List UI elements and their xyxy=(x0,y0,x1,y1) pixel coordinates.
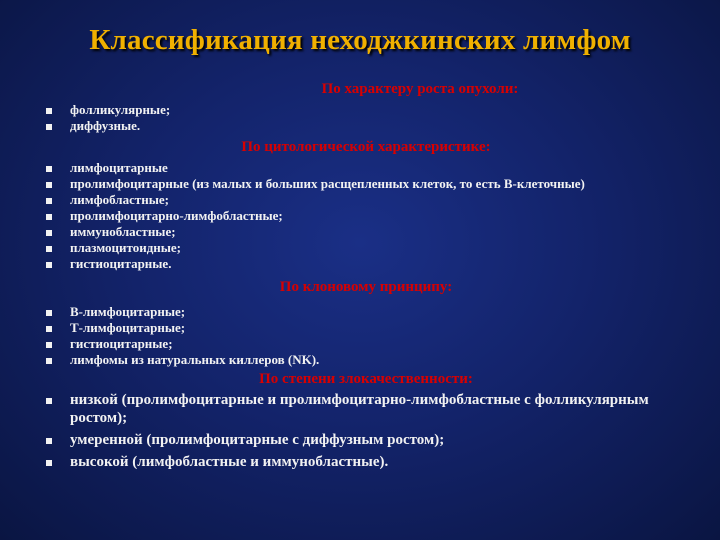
bullet-icon xyxy=(46,438,52,444)
list-item: высокой (лимфобластные и иммунобластные). xyxy=(40,453,680,471)
bullet-icon xyxy=(46,124,52,130)
list-item: фолликулярные; xyxy=(40,102,680,118)
bullet-icon xyxy=(46,342,52,348)
section-heading-malignancy: По степени злокачественности: xyxy=(259,371,473,387)
list-item: пролимфоцитарные (из малых и больших расщепленных клеток, то есть В-клеточные) xyxy=(40,176,680,192)
bullet-icon xyxy=(46,326,52,332)
list-growth xyxy=(40,102,680,134)
list-cytology xyxy=(40,160,680,272)
list-item: В-лимфоцитарные; xyxy=(40,304,680,320)
bullet-icon xyxy=(46,246,52,252)
list-item: лимфоцитарные xyxy=(40,160,680,176)
list-item: Т-лимфоцитарные; xyxy=(40,320,680,336)
list-item: умеренной (пролимфоцитарные с диффузным ростом); xyxy=(40,431,680,449)
bullet-icon xyxy=(46,398,52,404)
bullet-icon xyxy=(46,358,52,364)
list-item: низкой (пролимфоцитарные и пролимфоцитарно-лимфобластные с фолликулярным ростом); xyxy=(40,391,680,427)
section-heading-cytology: По цитологической характеристике: xyxy=(241,139,491,155)
bullet-icon xyxy=(46,460,52,466)
bullet-icon xyxy=(46,214,52,220)
list-malignancy xyxy=(40,391,680,471)
list-item: пролимфоцитарно-лимфобластные; xyxy=(40,208,680,224)
section-heading-growth: По характеру роста опухоли: xyxy=(321,81,519,97)
bullet-icon xyxy=(46,262,52,268)
list-item: гистиоцитарные. xyxy=(40,256,680,272)
slide-title: Классификация неходжкинских лимфом xyxy=(89,24,631,56)
bullet-icon xyxy=(46,310,52,316)
list-item: гистиоцитарные; xyxy=(40,336,680,352)
section-heading-clonal: По клоновому принципу: xyxy=(279,279,453,295)
bullet-icon xyxy=(46,230,52,236)
bullet-icon xyxy=(46,182,52,188)
list-item: плазмоцитоидные; xyxy=(40,240,680,256)
list-clonal xyxy=(40,304,680,368)
slide-content xyxy=(40,80,680,471)
bullet-icon xyxy=(46,198,52,204)
list-item: иммунобластные; xyxy=(40,224,680,240)
bullet-icon xyxy=(46,166,52,172)
list-item: диффузные. xyxy=(40,118,680,134)
bullet-icon xyxy=(46,108,52,114)
list-item: лимфомы из натуральных киллеров (NK). xyxy=(40,352,680,368)
list-item: лимфобластные; xyxy=(40,192,680,208)
